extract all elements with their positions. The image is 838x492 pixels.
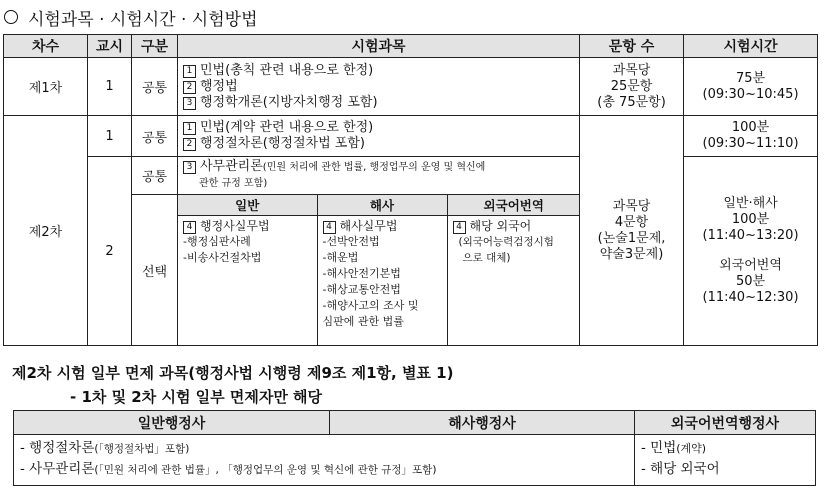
number-box-icon: 1 — [183, 65, 196, 78]
round2-period1-subjects — [178, 116, 580, 157]
header-time: 시험시간 — [684, 35, 818, 58]
number-box-icon: 2 — [183, 81, 196, 94]
exemption-body-row — [14, 435, 816, 486]
exemption-header-translation: 외국어번역행정사 — [635, 411, 816, 435]
round2-count: 과목당 4문항 (논술1문제, 약술3문제) — [580, 116, 684, 346]
exemption-table — [13, 410, 816, 486]
round1-label: 제1차 — [4, 58, 88, 116]
section-title-exemption: 제2차 시험 일부 면제 과목(행정사법 시행령 제9조 제1항, 별표 1) — [12, 364, 454, 382]
round2-period1-type: 공통 — [132, 116, 178, 157]
subject-item: 3 행정학개론(지방자치행정 포함) — [183, 95, 579, 111]
round1-count: 과목당 25문항 (총 75문항) — [580, 58, 684, 116]
track-header-general: 일반 — [178, 195, 317, 215]
number-box-icon: 1 — [183, 122, 196, 135]
tracks-header-row — [178, 195, 580, 215]
number-box-icon: 4 — [453, 221, 466, 234]
track-header-maritime: 해사 — [317, 195, 447, 215]
exemption-subtitle: - 1차 및 2차 시험 일부 면제자만 해당 — [70, 388, 323, 406]
exemption-header-maritime: 해사행정사 — [330, 411, 635, 435]
header-row — [4, 35, 818, 58]
round1-row — [4, 58, 818, 116]
header-subjects: 시험과목 — [178, 35, 580, 58]
track-translation: 4 해당 외국어 (외국어능력검정시험 으로 대체) — [447, 215, 580, 345]
round2-period1: 1 — [88, 116, 132, 157]
exemption-translation: - 민법(계약) - 해당 외국어 — [635, 435, 816, 486]
subject-item: 2 행정절차론(행정절차법 포함) — [183, 136, 579, 152]
exemption-general-maritime: - 행정절차론(「행정절차법」포함) - 사무관리론(「민원 처리에 관한 법률」, 「행정업무의 운영 및 혁신에 관한 규정」포함) — [14, 435, 635, 486]
round1-period: 1 — [88, 58, 132, 116]
round2-label: 제2차 — [4, 116, 88, 346]
track-general: 4 행정사실무법 -행정심판사례 -비송사건절차법 — [178, 215, 317, 345]
round2-period2-common-subject: 3 사무관리론(민원 처리에 관한 법률, 행정업무의 운영 및 혁신에 관한 규정 포함) — [178, 157, 580, 195]
round1-subjects — [178, 58, 580, 116]
round2-period2-common-type: 공통 — [132, 157, 178, 195]
number-box-icon: 2 — [183, 138, 196, 151]
subject-item: 1 민법(총칙 관련 내용으로 한정) — [183, 63, 579, 79]
round2-period1-row — [4, 116, 818, 157]
track-header-translation: 외국어번역 — [447, 195, 580, 215]
elective-tracks-table — [178, 195, 580, 345]
header-type: 구분 — [132, 35, 178, 58]
section-title-exam-info: 시험과목 · 시험시간 · 시험방법 — [4, 5, 258, 30]
number-box-icon: 3 — [183, 97, 196, 110]
round2-period2: 2 — [88, 157, 132, 346]
tracks-body-row — [178, 215, 580, 345]
subject-item: 1 민법(계약 관련 내용으로 한정) — [183, 120, 579, 136]
exemption-header-general: 일반행정사 — [14, 411, 330, 435]
subject-item: 2 행정법 — [183, 79, 579, 95]
track-maritime: 4 해사실무법 -선박안전법 -해운법 -해사안전기본법 -해상교통안전법 -해양사고의 조사 및 심판에 관한 법률 — [317, 215, 447, 345]
round2-period1-time: 100분 (09:30~11:10) — [684, 116, 818, 157]
round1-type: 공통 — [132, 58, 178, 116]
elective-tracks-cell — [178, 195, 580, 346]
exam-schedule-table — [3, 34, 818, 346]
number-box-icon: 3 — [183, 161, 196, 174]
circle-bullet-icon — [4, 10, 18, 24]
number-box-icon: 4 — [323, 221, 336, 234]
round2-period2-time: 일반·해사 100분 (11:40~13:20) 외국어번역 50분 (11:40~12:30) — [684, 157, 818, 346]
round2-period2-select-type: 선택 — [132, 195, 178, 346]
header-count: 문항 수 — [580, 35, 684, 58]
header-period: 교시 — [88, 35, 132, 58]
round2-period2-common-row — [4, 157, 818, 195]
exemption-header-row — [14, 411, 816, 435]
round1-time: 75분 (09:30~10:45) — [684, 58, 818, 116]
number-box-icon: 4 — [183, 221, 196, 234]
header-round: 차수 — [4, 35, 88, 58]
